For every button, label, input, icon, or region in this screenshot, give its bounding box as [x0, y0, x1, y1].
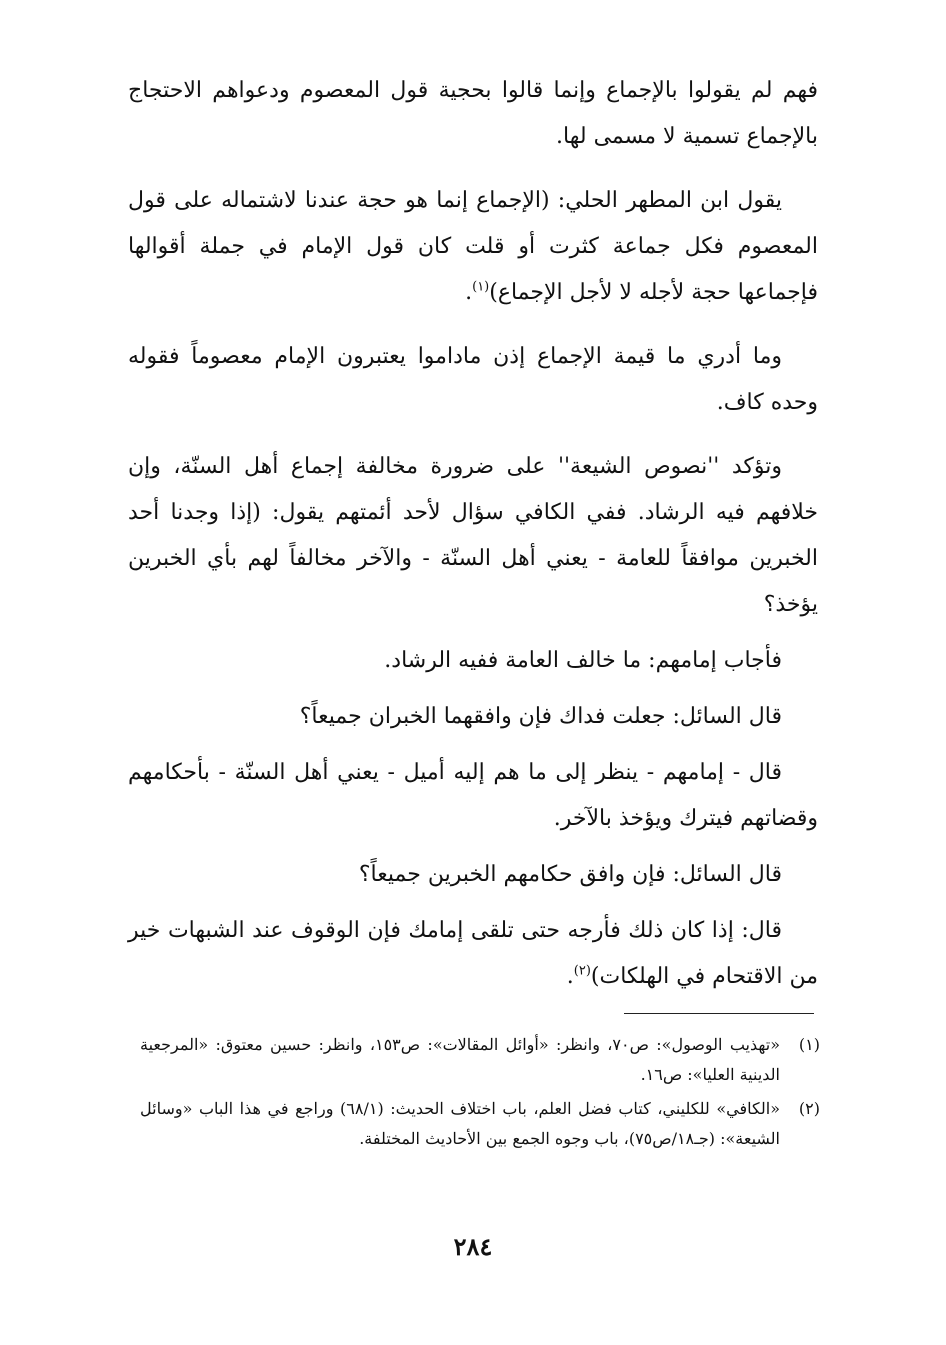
footnote-1-number: (١) [798, 1035, 820, 1054]
paragraph-9-text: قال: إذا كان ذلك فأرجه حتى تلقى إمامك فإن الوقوف عند الشبهات خير من الاقتحام في الهلكات) [128, 918, 818, 989]
footnotes [140, 1030, 820, 1158]
paragraph-4 [128, 444, 818, 628]
paragraph-6 [128, 694, 818, 740]
paragraph-7-text: قال - إمامهم - ينظر إلى ما هم إليه أميل - يعني أهل السنّة - بأحكامهم وقضاتهم فيترك ويؤخذ بالآخر. [128, 760, 818, 831]
footnote-1-text: «تهذيب الوصول»: ص٧٠، وانظر: «أوائل المقالات»: ص١٥٣، وانظر: حسين معتوق: «المرجعية الدينية العليا»: ص١٦. [140, 1035, 780, 1084]
paragraph-7 [128, 750, 818, 842]
paragraph-6-text: قال السائل: جعلت فداك فإن وافقهما الخبران جميعاً؟ [299, 704, 782, 729]
paragraph-1-text: فهم لم يقولوا بالإجماع وإنما قالوا بحجية قول المعصوم ودعواهم الاحتجاج بالإجماع تسمية لا مسمى لها. [128, 78, 818, 149]
body-text [128, 68, 818, 1010]
footnote-2 [140, 1094, 820, 1154]
paragraph-8 [128, 852, 818, 898]
paragraph-2-text: يقول ابن المطهر الحلي: (الإجماع إنما هو حجة عندنا لاشتماله على قول المعصوم فكل جماعة كثرت أو قلت كان قول الإمام في جملة أقوالها فإجماعها حجة لأجله لا لأجل الإجماع) [128, 188, 818, 305]
paragraph-9: قال: إذا كان ذلك فأرجه حتى تلقى إمامك فإن الوقوف عند الشبهات خير من الاقتحام في الهلكات)$^{(٢)}$. [128, 918, 818, 989]
page-number: ٢٨٤ [453, 1232, 493, 1261]
footnote-1 [140, 1030, 820, 1090]
footnote-2-text: «الكافي» للكليني، كتاب فضل العلم، باب اختلاف الحديث: (٦٨/١) وراجع في هذا الباب «وسائل الشيعة»: (جـ١٨/ص٧٥)، باب وجوه الجمع بين الأحاديث المختلفة. [140, 1099, 780, 1148]
paragraph-3-text: وما أدري ما قيمة الإجماع إذن ماداموا يعتبرون الإمام معصوماً فقوله وحده كاف. [128, 344, 818, 415]
paragraph-4-text: وتؤكد ''نصوص الشيعة'' على ضرورة مخالفة إجماع أهل السنّة، وإن خلافهم فيه الرشاد. ففي الكافي سؤال لأحد أئمتهم يقول: (إذا وجدنا أحد الخبرين موافقاً للعامة - يعني أهل السنّة - والآخر مخالفاً لهم بأي الخبرين يؤخذ؟ [128, 454, 818, 617]
footnote-marker-1: (١) [472, 279, 490, 295]
paragraph-1 [128, 68, 818, 160]
footnote-2-number: (٢) [798, 1099, 820, 1118]
paragraph-3 [128, 334, 818, 426]
paragraph-5 [128, 638, 818, 684]
paragraph-8-text: قال السائل: فإن وافق حكامهم الخبرين جميعاً؟ [358, 862, 782, 887]
footnote-separator [624, 1013, 814, 1014]
paragraph-2: يقول ابن المطهر الحلي: (الإجماع إنما هو حجة عندنا لاشتماله على قول المعصوم فكل جماعة كثرت أو قلت كان قول الإمام في جملة أقوالها فإجماعها حجة لأجله لا لأجل الإجماع)$^{(١)}$. [128, 188, 818, 305]
paragraph-5-text: فأجاب إمامهم: ما خالف العامة ففيه الرشاد. [384, 648, 782, 673]
footnote-marker-2: (٢) [573, 963, 591, 979]
